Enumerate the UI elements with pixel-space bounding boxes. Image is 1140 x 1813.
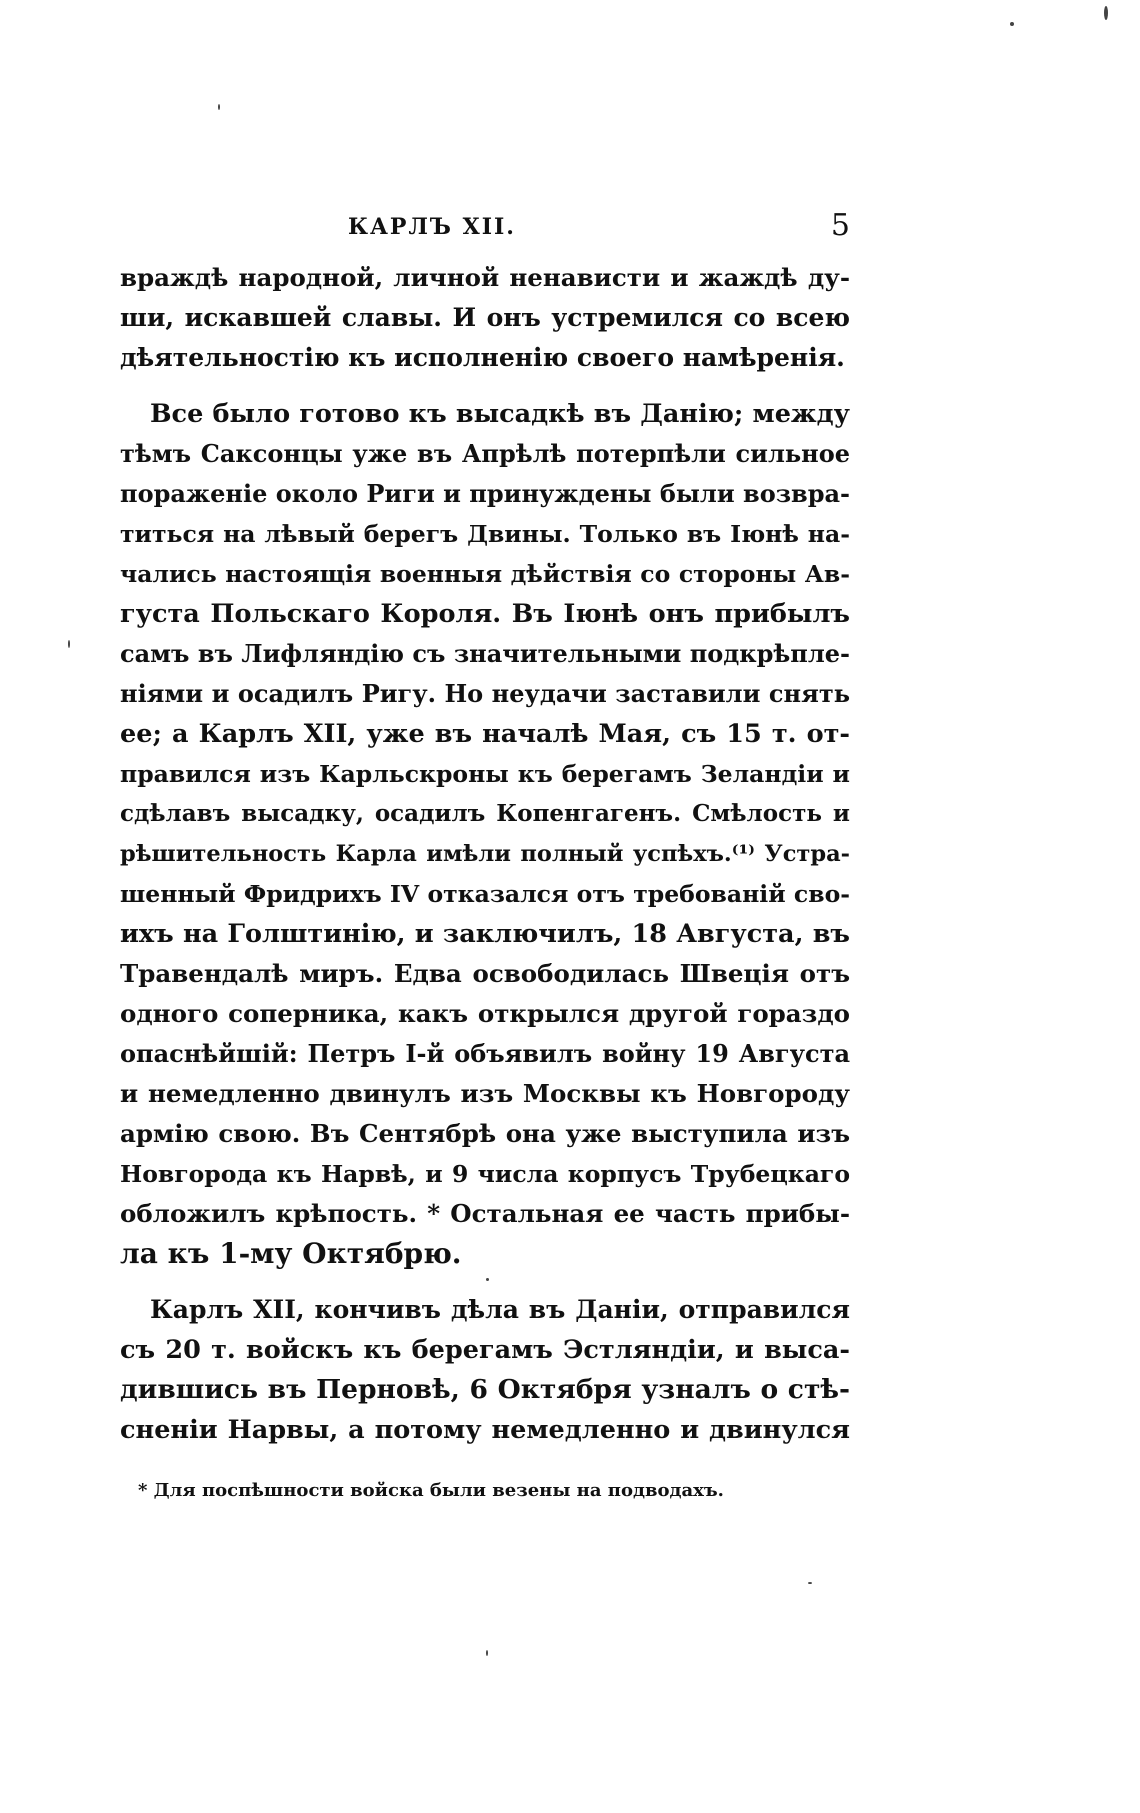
- text-line: сдѣлавъ высадку, осадилъ Копенгагенъ. Смѣлость и: [120, 800, 850, 827]
- running-title: КАРЛЪ XII.: [348, 214, 516, 240]
- text-line: ее; а Карлъ XII, уже въ началѣ Мая, съ 15 т. от-: [120, 719, 850, 749]
- text-line: ніями и осадилъ Ригу. Но неудачи заставили снять: [120, 679, 850, 708]
- body-text: [120, 258, 850, 1466]
- scan-mark: [1104, 6, 1108, 20]
- text-line: ла къ 1-му Октябрю.: [120, 1237, 462, 1270]
- text-line: и немедленно двинулъ изъ Москвы къ Новгороду: [120, 1079, 850, 1108]
- text-line: титься на лѣвый берегъ Двины. Только въ Іюнѣ на-: [120, 520, 850, 548]
- page-number: 5: [830, 208, 850, 243]
- text-line: съ 20 т. войскъ къ берегамъ Эстляндіи, и выса-: [120, 1335, 850, 1365]
- text-line: ихъ на Голштинію, и заключилъ, 18 Августа, въ: [120, 919, 850, 949]
- footnote: * Для поспѣшности войска были везены на подводахъ.: [138, 1480, 724, 1501]
- text-line: дѣятельностію къ исполненію своего намѣренія.: [120, 343, 845, 372]
- text-line: обложилъ крѣпость. * Остальная ее часть прибы-: [120, 1199, 850, 1228]
- text-line: опаснѣйшій: Петръ I-й объявилъ войну 19 Августа: [120, 1039, 850, 1068]
- running-head: [120, 208, 850, 248]
- text-line: дившись въ Перновѣ, 6 Октября узналъ о стѣ-: [120, 1374, 850, 1405]
- text-line: армію свою. Въ Сентябрѣ она уже выступила изъ: [120, 1119, 850, 1148]
- text-line: Все было готово къ высадкѣ въ Данію; между: [150, 399, 850, 429]
- text-line: Карлъ XII, кончивъ дѣла въ Даніи, отправился: [150, 1295, 850, 1324]
- text-line: Новгорода къ Нарвѣ, и 9 числа корпусъ Трубецкаго: [120, 1160, 850, 1188]
- text-line: рѣшительность Карла имѣли полный успѣхъ.⁽¹⁾ Устра-: [120, 841, 850, 867]
- text-line: самъ въ Лифляндію съ значительными подкрѣпле-: [120, 639, 850, 668]
- text-line: тѣмъ Саксонцы уже въ Апрѣлѣ потерпѣли сильное: [120, 439, 850, 468]
- scan-speck: [218, 104, 220, 110]
- scan-speck: [68, 640, 70, 648]
- paragraph: [120, 394, 850, 1274]
- scan-speck: [808, 1582, 812, 1584]
- text-line: правился изъ Карльскроны къ берегамъ Зеландіи и: [120, 760, 850, 788]
- text-line: пораженіе около Риги и принуждены были возвра-: [120, 479, 850, 508]
- paragraph: [120, 1290, 850, 1450]
- scan-speck: [486, 1650, 488, 1656]
- text-line: одного соперника, какъ открылся другой гораздо: [120, 999, 850, 1028]
- text-line: ши, искавшей славы. И онъ устремился со всею: [120, 303, 850, 332]
- text-line: густа Польскаго Короля. Въ Іюнѣ онъ прибылъ: [120, 599, 850, 629]
- text-line: Травендалѣ миръ. Едва освободилась Швеція отъ: [120, 959, 850, 988]
- paragraph: [120, 258, 850, 378]
- text-line: чались настоящія военныя дѣйствія со стороны Ав-: [120, 560, 850, 588]
- text-line: враждѣ народной, личной ненависти и жаждѣ ду-: [120, 263, 850, 292]
- scan-speck: [1010, 22, 1014, 26]
- text-line: шенный Фридрихъ IV отказался отъ требованій сво-: [120, 880, 850, 908]
- text-line: сненіи Нарвы, а потому немедленно и двинулся: [120, 1415, 850, 1445]
